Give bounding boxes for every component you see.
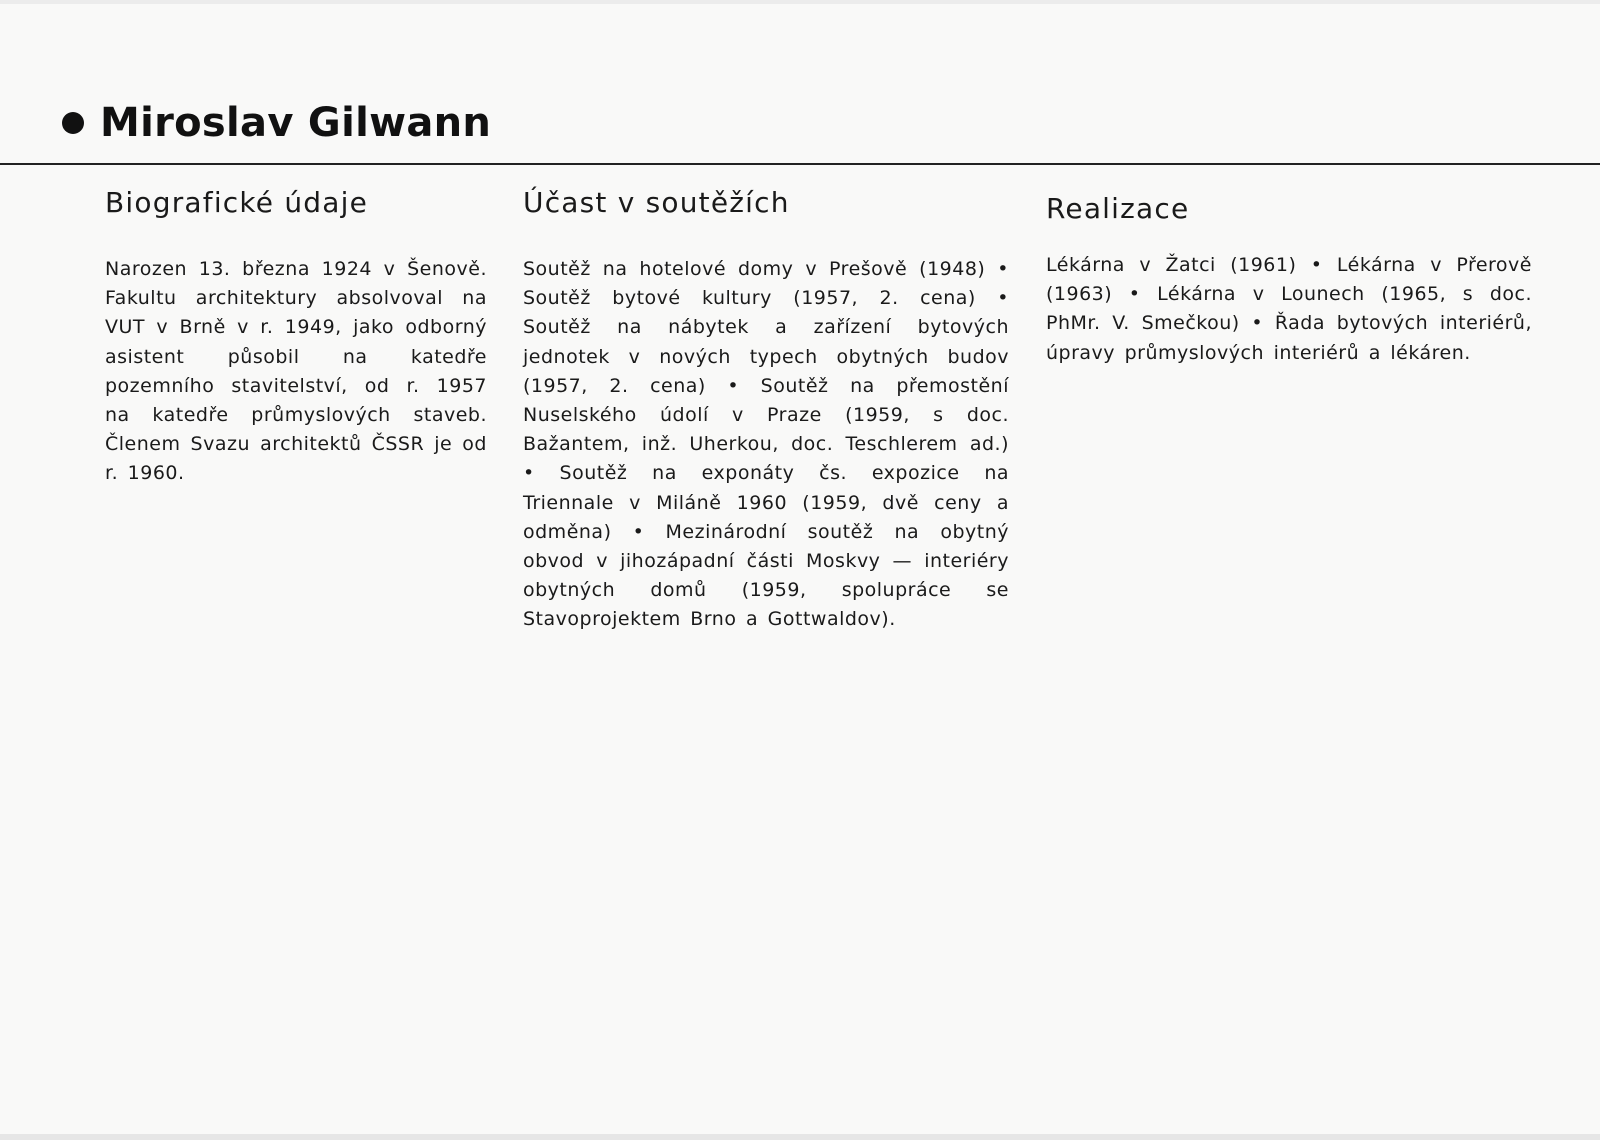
scan-edge-bottom: [0, 1134, 1600, 1140]
column-text: Soutěž na hotelové domy v Prešově (1948) • Soutěž bytové kultury (1957, 2. cena) • Soutěž na nábytek a zařízení bytových jednotek v nových typech obytných budov (1957, 2. cena) • Soutěž na přemostění Nuselského údolí v Praze (1959, s doc. Bažantem, inž. Uherkou, doc. Teschlerem ad.) • Soutěž na exponáty čs. expozice na Triennale v Miláně 1960 (1959, dvě ceny a odměna) • Mezinárodní soutěž na obytný obvod v jihozápadní části Moskvy — interiéry obytných domů (1959, spolupráce se Stavoprojektem Brno a Gottwaldov).: [523, 258, 1009, 631]
bullet-icon: [62, 112, 84, 134]
column-heading: Účast v soutěžích: [523, 186, 790, 219]
column-biography: [105, 183, 487, 489]
column-text: Lékárna v Žatci (1961) • Lékárna v Přerově (1963) • Lékárna v Lounech (1965, s doc. PhMr. V. Smečkou) • Řada bytových interiérů, úpravy průmyslových interiérů a lékáren.: [1046, 254, 1532, 364]
header-divider: [0, 163, 1600, 165]
column-heading: Realizace: [1046, 192, 1190, 225]
column-competitions: [523, 183, 1009, 635]
column-text: Narozen 13. března 1924 v Šenově. Fakultu architektury absolvoval na VUT v Brně v r. 1949, jako odborný asistent působil na katedře pozemního stavitelství, od r. 1957 na katedře průmyslových staveb. Členem Svazu architektů ČSSR je od r. 1960.: [105, 258, 487, 485]
page-title: Miroslav Gilwann: [100, 100, 492, 146]
column-heading: Biografické údaje: [105, 186, 369, 219]
scan-edge-top: [0, 0, 1600, 4]
column-realizations: [1046, 183, 1532, 368]
page-header: [62, 100, 491, 146]
